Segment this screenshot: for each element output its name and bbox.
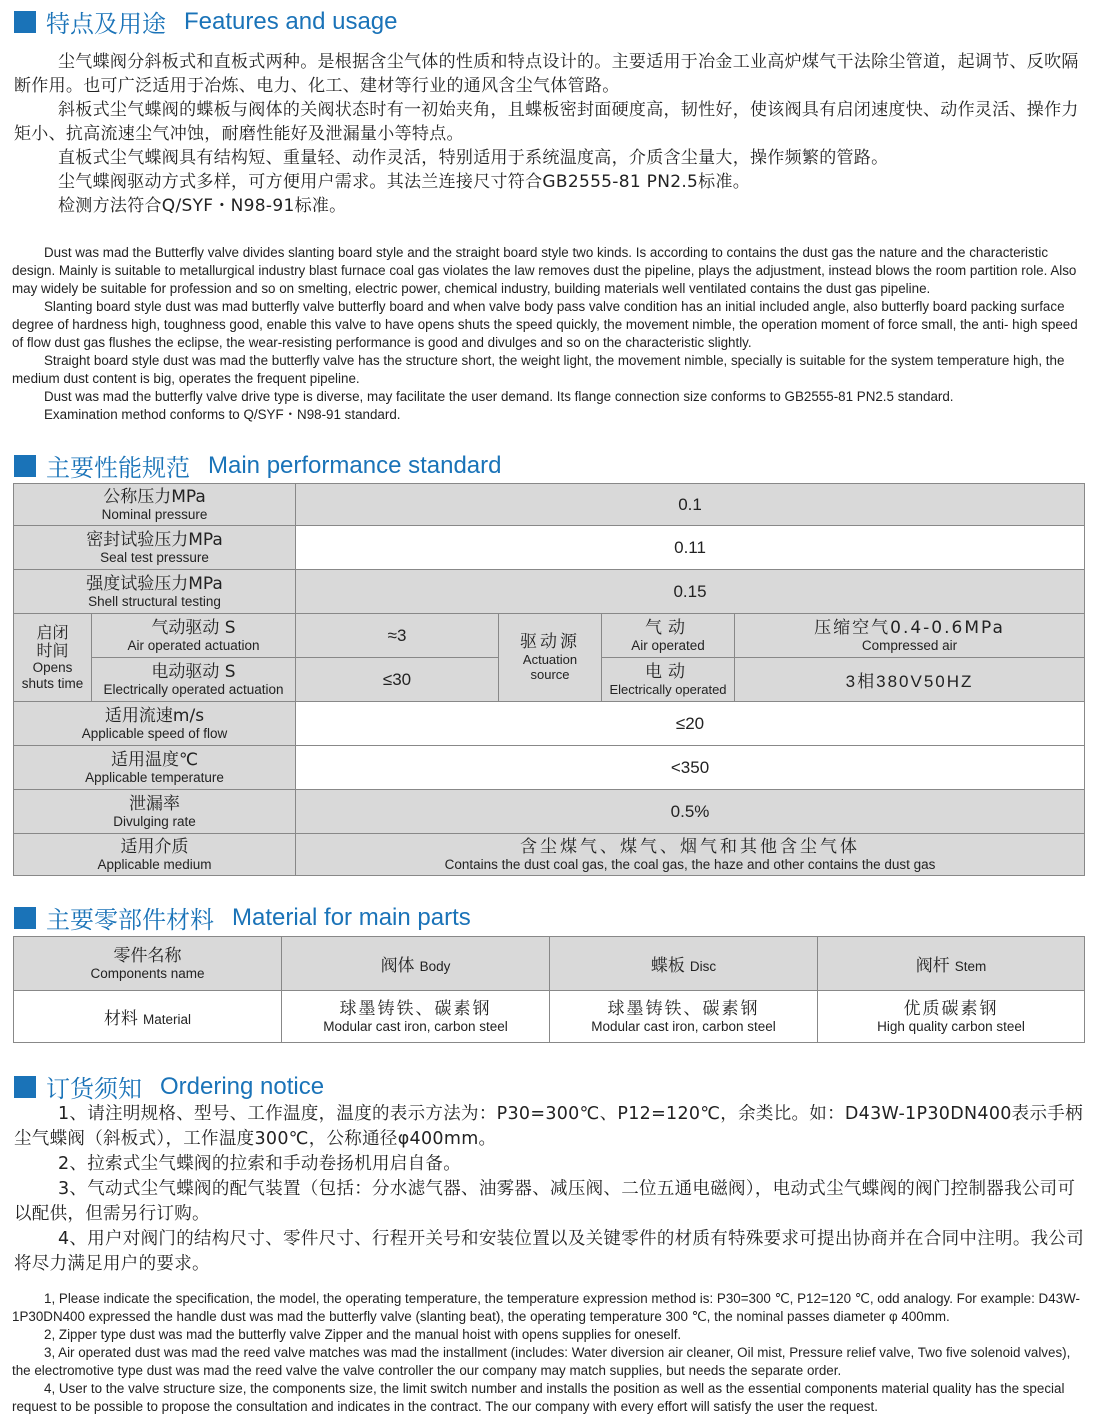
- value-zh: 含尘煤气、煤气、烟气和其他含尘气体: [520, 836, 861, 857]
- label-zh: 阀体: [380, 956, 415, 976]
- flow-speed-label: [14, 702, 296, 746]
- label-en: Shell structural testing: [88, 593, 221, 609]
- leak-rate-label: [14, 790, 296, 834]
- label-zh: 零件名称: [113, 945, 182, 966]
- label-en: Air operated: [631, 637, 705, 653]
- value-en: High quality carbon steel: [877, 1018, 1025, 1034]
- paragraph: 3, Air operated dust was mad the reed valve matches was mad the installment (includes: Water diversion air cleaner, Oil mist, Pressure relief valve, Two five solenoid valves), the electromotive type dust was mad the reed valve the valve controller the our company may match supplies, but needs the separate order.: [12, 1345, 1071, 1378]
- label-zh: 启闭时间: [36, 622, 69, 660]
- table-row: [14, 484, 1085, 526]
- table-row: [14, 991, 1085, 1043]
- flow-speed-value: ≤20: [296, 702, 1085, 746]
- paragraph: 斜板式尘气蝶阀的蝶板与阀体的关阀状态时有一初始夹角，且蝶板密封面硬度高，韧性好，使该阀具有启闭速度快、动作灵活、操作力矩小、抗高流速尘气冲蚀，耐磨性能好及泄漏量小等特点。: [14, 100, 1079, 144]
- body-header: [282, 937, 550, 991]
- label-zh: 适用温度℃: [110, 749, 199, 770]
- label-en: Electrically operated: [609, 681, 727, 697]
- section-header-features: [14, 4, 397, 39]
- table-row: [14, 790, 1085, 834]
- section-title-en: Features and usage: [184, 7, 398, 35]
- value-zh: 压缩空气0.4-0.6MPa: [814, 617, 1005, 638]
- label-zh: 阀杆: [915, 956, 950, 976]
- label-zh: 电动驱动 S: [151, 661, 236, 682]
- air-actuation-value: ≈3: [296, 614, 499, 658]
- medium-label: [14, 834, 296, 876]
- section-title-zh: 特点及用途: [46, 10, 166, 38]
- shell-pressure-label: [14, 570, 296, 614]
- paragraph: 直板式尘气蝶阀具有结构短、重量轻、动作灵活，特别适用于系统温度高，介质含尘量大，操作频繁的管路。: [58, 148, 889, 168]
- value-en: Modular cast iron, carbon steel: [323, 1018, 508, 1034]
- opening-time-label: [14, 614, 92, 702]
- materials-table: [13, 936, 1085, 1043]
- label-en: Divulging rate: [113, 813, 196, 829]
- label-zh: 材料: [103, 1009, 138, 1029]
- paragraph: 3、气动式尘气蝶阀的配气装置（包括：分水滤气器、油雾器、减压阀、二位五通电磁阀），电动式尘气蝶阀的阀门控制器我公司可以配供，但需另行订购。: [14, 1179, 1076, 1224]
- square-bullet-icon: [14, 907, 36, 929]
- value-zh: 球墨铸铁、碳素钢: [339, 998, 492, 1019]
- ordering-en-text: [12, 1290, 1090, 1416]
- table-row: [14, 570, 1085, 614]
- nominal-pressure-label: [14, 484, 296, 526]
- actuation-source-label: [499, 614, 602, 702]
- section-title-zh: 订货须知: [46, 1075, 142, 1103]
- seal-pressure-value: 0.11: [296, 526, 1085, 570]
- label-en: Components name: [90, 965, 205, 981]
- section-header-materials: [14, 900, 471, 935]
- label-en: Applicable speed of flow: [81, 725, 228, 741]
- disc-material: [550, 991, 818, 1043]
- label-en: Actuation source: [522, 652, 578, 682]
- label-en: Applicable temperature: [85, 769, 224, 785]
- source-air-value: [735, 614, 1085, 658]
- value-zh: 优质碳素钢: [903, 998, 999, 1019]
- section-title-en: Material for main parts: [232, 903, 471, 931]
- label-zh: 气动: [645, 617, 692, 638]
- paragraph: 尘气蝶阀驱动方式多样，可方便用户需求。其法兰连接尺寸符合GB2555-81 PN2.5标准。: [58, 172, 751, 192]
- section-header-performance: [14, 448, 501, 483]
- paragraph: 4、用户对阀门的结构尺寸、零件尺寸、行程开关号和安装位置以及关键零件的材质有特殊要求可提出协商并在合同中注明。我公司将尽力满足用户的要求。: [14, 1229, 1085, 1274]
- value-en: Compressed air: [861, 637, 958, 653]
- shell-pressure-value: 0.15: [296, 570, 1085, 614]
- label-zh: 适用流速m/s: [104, 705, 205, 726]
- body-material: [282, 991, 550, 1043]
- label-en: Material: [143, 1012, 192, 1027]
- paragraph: 检测方法符合Q/SYF・N98-91标准。: [58, 196, 347, 216]
- table-row: [14, 614, 1085, 658]
- paragraph: 4, User to the valve structure size, the components size, the limit switch number and installs the position as well as the essential components material quality has the special request to be possible to propose the consultation and indicates in the contract. The our company with every effort will satisfy the user the request.: [12, 1381, 1065, 1414]
- label-en: Disc: [689, 959, 717, 974]
- paragraph: 2、拉索式尘气蝶阀的拉索和手动卷扬机用启自备。: [58, 1154, 462, 1174]
- disc-header: [550, 937, 818, 991]
- elec-actuation-label: [92, 658, 296, 702]
- medium-value: [296, 834, 1085, 876]
- ordering-zh-text: [14, 1102, 1090, 1277]
- table-row: [14, 746, 1085, 790]
- air-actuation-label: [92, 614, 296, 658]
- paragraph: Dust was mad the Butterfly valve divides slanting board style and the straight board style two kinds. Is according to contains the dust gas the nature and the characteristic design. Mainly is suitable to metallurgical industry blast furnace coal gas violates the law removes dust the pipeline, plays the adjustment, instead blows the room partition role. Also may widely be suitable for profession and so on smelting, electric power, chemical industry, building materials well ventilated contains the dust gas pipeline.: [12, 245, 1077, 296]
- label-en: Body: [419, 959, 451, 974]
- value-en: Modular cast iron, carbon steel: [591, 1018, 776, 1034]
- table-row: [14, 834, 1085, 876]
- label-zh: 公称压力MPa: [103, 486, 206, 507]
- square-bullet-icon: [14, 11, 36, 33]
- section-title-en: Main performance standard: [208, 451, 502, 479]
- temperature-label: [14, 746, 296, 790]
- table-row: [14, 937, 1085, 991]
- seal-pressure-label: [14, 526, 296, 570]
- label-en: Electrically operated actuation: [103, 681, 284, 697]
- features-zh-text: [14, 50, 1090, 218]
- paragraph: 1、请注明规格、型号、工作温度，温度的表示方法为：P30=300℃、P12=120℃，余类比。如：D43W-1P30DN400表示手柄尘气蝶阀（斜板式），工作温度300℃，公称通径φ400mm。: [14, 1104, 1083, 1149]
- source-elec-label: [602, 658, 735, 702]
- label-en: Applicable medium: [97, 856, 212, 872]
- temperature-value: <350: [296, 746, 1085, 790]
- source-air-label: [602, 614, 735, 658]
- section-title-zh: 主要性能规范: [46, 454, 190, 482]
- label-zh: 强度试验压力MPa: [86, 573, 223, 594]
- material-label: [14, 991, 282, 1043]
- section-title-en: Ordering notice: [160, 1072, 325, 1100]
- paragraph: Examination method conforms to Q/SYF・N98-91 standard.: [44, 407, 401, 422]
- label-zh: 适用介质: [120, 836, 189, 857]
- paragraph: 1, Please indicate the specification, the model, the operating temperature, the temperature expression method is: P30=300 ℃, P12=120 ℃, odd analogy. For example: D43W-1P30DN400 expressed the handle dust was mad the butterfly valve (slanting beat), the operating temperature 300 ℃, the nominal passes diameter φ 400mm.: [12, 1291, 1080, 1324]
- value-zh: 球墨铸铁、碳素钢: [607, 998, 760, 1019]
- label-en: Stem: [954, 959, 987, 974]
- label-zh: 驱动源: [520, 632, 581, 652]
- components-name-header: [14, 937, 282, 991]
- nominal-pressure-value: 0.1: [296, 484, 1085, 526]
- performance-table: [13, 483, 1085, 876]
- leak-rate-value: 0.5%: [296, 790, 1085, 834]
- square-bullet-icon: [14, 1076, 36, 1098]
- square-bullet-icon: [14, 455, 36, 477]
- table-row: [14, 526, 1085, 570]
- label-en: Seal test pressure: [100, 549, 209, 565]
- label-en: Opens shuts time: [21, 659, 84, 691]
- section-header-ordering: [14, 1069, 324, 1104]
- label-zh: 电动: [645, 661, 692, 682]
- paragraph: 尘气蝶阀分斜板式和直板式两种。是根据含尘气体的性质和特点设计的。主要适用于冶金工业高炉煤气干法除尘管道，起调节、反吹隔断作用。也可广泛适用于冶炼、电力、化工、建材等行业的通风含尘气体管路。: [14, 52, 1079, 96]
- value-en: Contains the dust coal gas, the coal gas, the haze and other contains the dust gas: [444, 856, 936, 872]
- label-zh: 蝶板: [650, 956, 685, 976]
- paragraph: Dust was mad the butterfly valve drive type is diverse, may facilitate the user demand. Its flange connection size conforms to GB2555-81 PN2.5 standard.: [44, 389, 954, 404]
- source-elec-value: 3相380V50HZ: [735, 658, 1085, 702]
- section-title-zh: 主要零部件材料: [46, 906, 214, 934]
- paragraph: 2, Zipper type dust was mad the butterfly valve Zipper and the manual hoist with opens supplies for oneself.: [44, 1327, 682, 1342]
- paragraph: Straight board style dust was mad the butterfly valve has the structure short, the weight light, the movement nimble, specially is suitable for the system temperature high, the medium dust content is big, operates the frequent pipeline.: [12, 353, 1065, 386]
- stem-material: [818, 991, 1085, 1043]
- elec-actuation-value: ≤30: [296, 658, 499, 702]
- stem-header: [818, 937, 1085, 991]
- table-row: [14, 702, 1085, 746]
- label-zh: 密封试验压力MPa: [86, 529, 223, 550]
- label-en: Air operated actuation: [127, 637, 260, 653]
- paragraph: Slanting board style dust was mad butterfly valve butterfly board and when valve body pass valve condition has an initial included angle, also butterfly board packing surface degree of hardness high, toughness good, enable this valve to have opens shuts the speed quickly, the movement nimble, the operation moment of force small, the anti- high speed of flow dust gas flushes the eclipse, the wear-resisting performance is good and divulges and so on the characteristic slightly.: [12, 299, 1078, 350]
- label-zh: 气动驱动 S: [151, 617, 236, 638]
- features-en-text: [12, 244, 1090, 424]
- label-en: Nominal pressure: [101, 506, 208, 522]
- label-zh: 泄漏率: [129, 793, 180, 814]
